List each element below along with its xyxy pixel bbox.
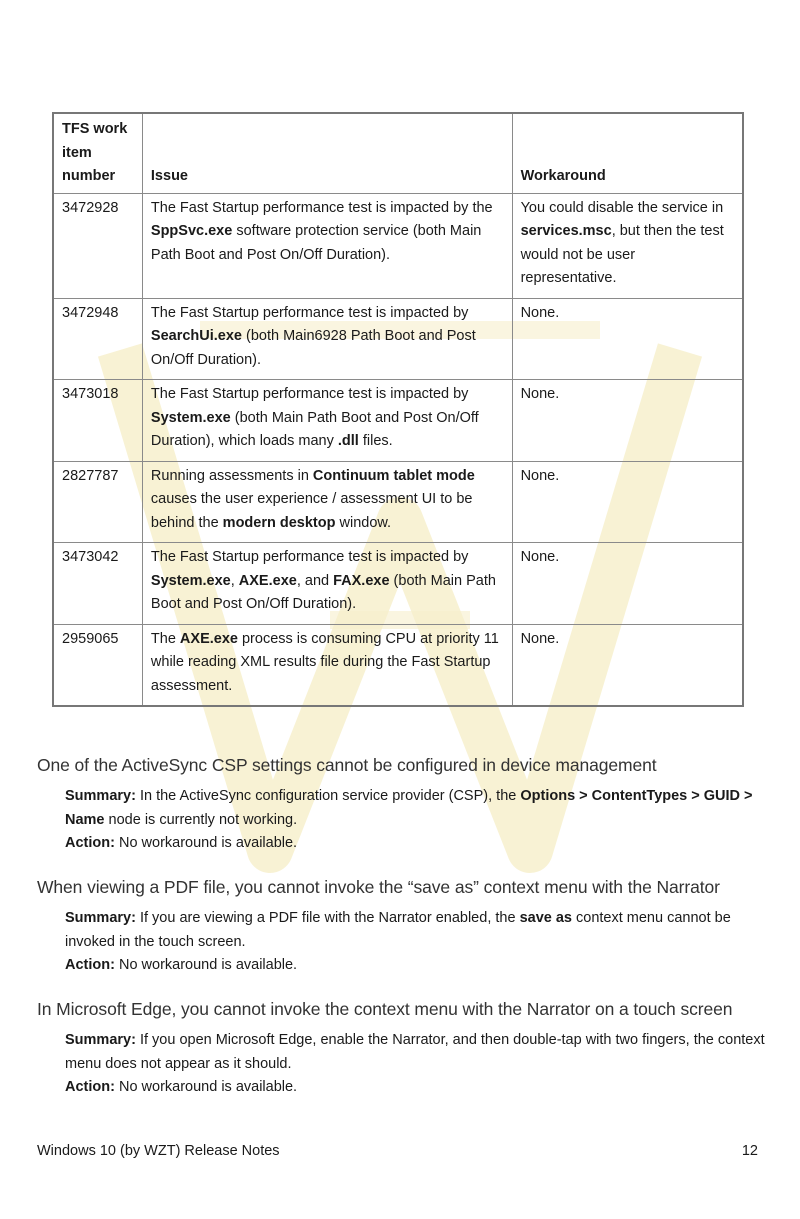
cell-workaround [512, 461, 743, 543]
cell-issue [142, 624, 512, 706]
bold-term: .dll [337, 433, 359, 449]
text-run: context menu cannot be invoked in the touch screen. [65, 910, 731, 950]
section-body [65, 785, 767, 856]
table-header-row [53, 113, 743, 193]
cell-id: 3472948 [53, 298, 142, 380]
bold-term: save as [519, 910, 572, 926]
text-run: node is currently not working. [104, 811, 298, 828]
cell-id: 3473042 [53, 543, 142, 625]
page-footer [37, 1143, 758, 1159]
text-run: None. [520, 304, 560, 321]
text-run: software protection service (both Main Path Boot and Post On/Off Duration). [150, 223, 482, 263]
summary-text [65, 910, 731, 950]
bold-term: services.msc [520, 223, 612, 239]
bold-term: modern desktop [222, 514, 336, 531]
text-run: In the ActiveSync configuration service provider (CSP), the [135, 788, 521, 804]
text-run: The Fast Startup performance test is impacted by the [150, 199, 493, 216]
cell-issue [142, 193, 512, 298]
text-run: The Fast Startup performance test is impacted by [150, 549, 469, 565]
action-label: Action: [65, 1079, 115, 1095]
text-run: None. [520, 630, 560, 647]
text-run: The [150, 630, 180, 647]
table-row [53, 193, 743, 298]
text-run: The Fast Startup performance test is impacted by [150, 304, 469, 321]
text-run: , [230, 572, 239, 589]
cell-id: 2959065 [53, 624, 142, 706]
text-run: process is consuming CPU at priority 11 while reading XML results file during the Fast Startup assessment. [150, 630, 499, 694]
bold-term: AXE.exe [179, 630, 238, 647]
cell-workaround [512, 298, 743, 380]
table-row [53, 380, 743, 462]
table-row [53, 461, 743, 543]
header-workaround: Workaround [512, 113, 743, 193]
action-line [65, 1076, 767, 1100]
summary-label: Summary: [65, 788, 136, 804]
text-run: , and [296, 572, 334, 589]
summary-label: Summary: [65, 910, 136, 926]
cell-issue [142, 380, 512, 462]
bold-term: System.exe [150, 572, 231, 589]
cell-workaround [512, 624, 743, 706]
text-run: (both Main Path Boot and Post On/Off Duration), which loads many [150, 409, 479, 449]
summary-text [65, 788, 753, 828]
cell-workaround [512, 193, 743, 298]
cell-issue [142, 461, 512, 543]
text-run: If you are viewing a PDF file with the Narrator enabled, the [135, 910, 520, 926]
cell-workaround [512, 380, 743, 462]
text-run: (both Main6928 Path Boot and Post On/Off Duration). [150, 328, 476, 368]
cell-issue [142, 298, 512, 380]
cell-issue [142, 543, 512, 625]
section-body [65, 907, 767, 978]
section-title: In Microsoft Edge, you cannot invoke the context menu with the Narrator on a touch screen [37, 999, 733, 1019]
text-run: None. [520, 386, 560, 402]
text-run: , but then the test would not be user representative. [520, 223, 724, 286]
text-run: (both Main Path Boot and Post On/Off Duration). [150, 572, 496, 612]
summary-label: Summary: [65, 1032, 136, 1048]
action-label: Action: [65, 835, 115, 851]
known-issue-activesync [37, 755, 767, 856]
page-number: 12 [741, 1143, 758, 1159]
summary-text [65, 1032, 765, 1072]
text-run: Running assessments in [150, 467, 313, 484]
bold-term: Continuum tablet mode [312, 467, 475, 484]
section-title: One of the ActiveSync CSP settings cannot be configured in device management [37, 755, 657, 775]
section-body [65, 1029, 767, 1100]
text-run: causes the user experience / assessment UI to be behind the [150, 491, 473, 531]
bold-term: AXE.exe [238, 572, 297, 589]
known-issue-edge-narrator [37, 999, 767, 1100]
cell-id: 3473018 [53, 380, 142, 462]
action-label: Action: [65, 957, 115, 973]
action-line [65, 954, 767, 978]
bold-term: Options > ContentTypes > GUID > Name [65, 788, 753, 828]
known-issue-pdf-narrator [37, 877, 767, 978]
bold-term: System.exe [150, 409, 231, 426]
text-run: If you open Microsoft Edge, enable the Narrator, and then double-tap with two fingers, the context menu does not appear as it should. [65, 1032, 765, 1072]
summary-line [65, 785, 767, 832]
bold-term: FAX.exe [333, 572, 390, 589]
cell-workaround [512, 543, 743, 625]
table-row [53, 543, 743, 625]
text-run: window. [335, 514, 392, 531]
action-text: No workaround is available. [114, 957, 298, 973]
cell-id: 3472928 [53, 193, 142, 298]
action-text: No workaround is available. [114, 1079, 298, 1095]
action-line [65, 832, 767, 856]
summary-line [65, 907, 767, 954]
header-issue: Issue [142, 113, 512, 193]
footer-title: Windows 10 (by WZT) Release Notes [37, 1143, 280, 1159]
action-text: No workaround is available. [114, 835, 298, 851]
cell-id: 2827787 [53, 461, 142, 543]
summary-line [65, 1029, 767, 1076]
text-run: None. [520, 549, 560, 565]
bold-term: SppSvc.exe [150, 223, 233, 239]
header-tfs: TFS work item number [53, 113, 142, 193]
text-run: The Fast Startup performance test is impacted by [150, 386, 469, 402]
text-run: None. [520, 467, 560, 484]
issues-table [52, 112, 744, 707]
text-run: You could disable the service in [520, 199, 724, 216]
bold-term: SearchUi.exe [150, 328, 242, 344]
table-row [53, 624, 743, 706]
text-run: files. [358, 433, 393, 449]
table-row [53, 298, 743, 380]
section-title: When viewing a PDF file, you cannot invoke the “save as” context menu with the Narrator [37, 877, 720, 897]
